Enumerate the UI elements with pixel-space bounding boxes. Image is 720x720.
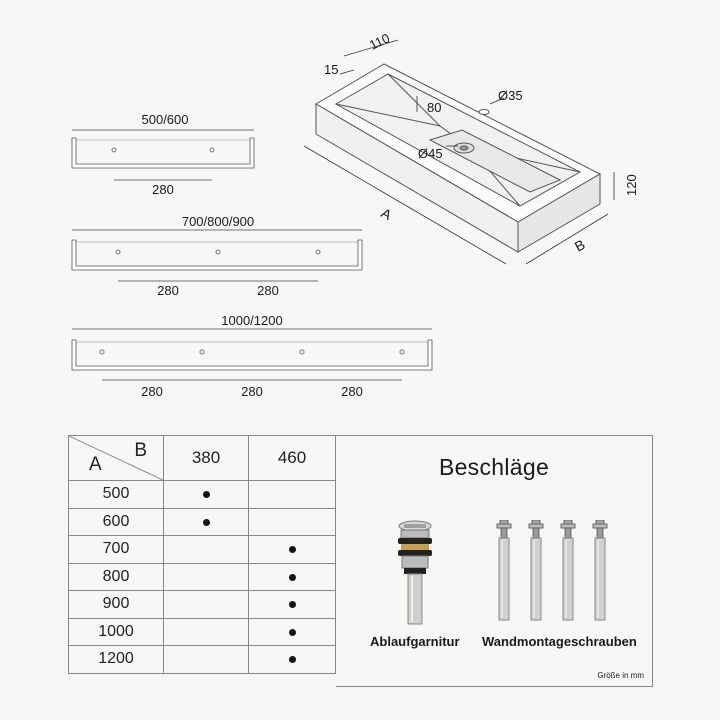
drain-fitting-label: Ablaufgarnitur <box>370 634 460 649</box>
dim-d45: Ø45 <box>418 146 443 161</box>
cell-col460 <box>249 591 336 619</box>
dim-120: 120 <box>624 174 639 196</box>
corner-label-b: B <box>134 440 147 461</box>
corner-label-a: A <box>89 454 102 475</box>
availability-dot <box>289 574 296 581</box>
col-header-380: 380 <box>164 436 249 481</box>
availability-dot <box>289 601 296 608</box>
table-row <box>69 481 336 509</box>
availability-dot <box>289 656 296 663</box>
profile-spacing-label: 280 <box>141 384 163 399</box>
profile-spacing-label: 280 <box>341 384 363 399</box>
cell-col460 <box>249 563 336 591</box>
table-row <box>69 563 336 591</box>
fittings-title: Beschläge <box>438 454 550 480</box>
dim-15: 15 <box>324 62 339 77</box>
table-row <box>69 536 336 564</box>
row-label: 1200 <box>69 646 164 674</box>
cell-col380 <box>164 536 249 564</box>
profile-spacing-label: 280 <box>152 182 174 197</box>
dim-d35: Ø35 <box>498 88 523 103</box>
availability-dot <box>203 519 210 526</box>
row-label: 1000 <box>69 618 164 646</box>
corner-diagonal <box>69 436 163 480</box>
profile-length-label: 700/800/900 <box>181 214 255 229</box>
availability-dot <box>289 629 296 636</box>
profile-spacing-label: 280 <box>257 283 279 298</box>
table-row <box>69 646 336 674</box>
cell-col380 <box>164 646 249 674</box>
cell-col460 <box>249 508 336 536</box>
isometric-sink <box>316 64 600 252</box>
profile-1000-1200 <box>72 313 432 399</box>
table-row <box>69 591 336 619</box>
cell-col380 <box>164 481 249 509</box>
table-row <box>69 618 336 646</box>
row-label: 500 <box>69 481 164 509</box>
cell-col380 <box>164 618 249 646</box>
profile-length-label: 500/600 <box>141 112 189 127</box>
dim-110: 110 <box>366 30 393 53</box>
dim-a: A <box>378 204 395 224</box>
cell-col380 <box>164 508 249 536</box>
table-row <box>69 508 336 536</box>
availability-dot <box>289 546 296 553</box>
dim-80: 80 <box>427 100 442 115</box>
profile-700-800-900 <box>72 214 362 298</box>
cell-col380 <box>164 591 249 619</box>
availability-dot <box>203 491 210 498</box>
row-label: 700 <box>69 536 164 564</box>
row-label: 600 <box>69 508 164 536</box>
dim-b: B <box>571 236 588 255</box>
wall-screws-icon <box>494 520 614 622</box>
table-corner <box>69 436 164 481</box>
col-header-460: 460 <box>249 436 336 481</box>
units-note: Größe in mm <box>597 671 644 680</box>
profile-spacing-label: 280 <box>241 384 263 399</box>
fittings-panel <box>336 435 653 687</box>
row-label: 800 <box>69 563 164 591</box>
cell-col380 <box>164 563 249 591</box>
cell-col460 <box>249 646 336 674</box>
cell-col460 <box>249 481 336 509</box>
cell-col460 <box>249 618 336 646</box>
wall-screws-label: Wandmontageschrauben <box>482 634 637 649</box>
row-label: 900 <box>69 591 164 619</box>
drain-fitting-icon <box>392 518 438 630</box>
profile-spacing-label: 280 <box>157 283 179 298</box>
cell-col460 <box>249 536 336 564</box>
size-table <box>68 435 336 674</box>
table-body <box>69 481 336 674</box>
profile-length-label: 1000/1200 <box>221 313 283 328</box>
profile-500-600 <box>72 112 254 197</box>
